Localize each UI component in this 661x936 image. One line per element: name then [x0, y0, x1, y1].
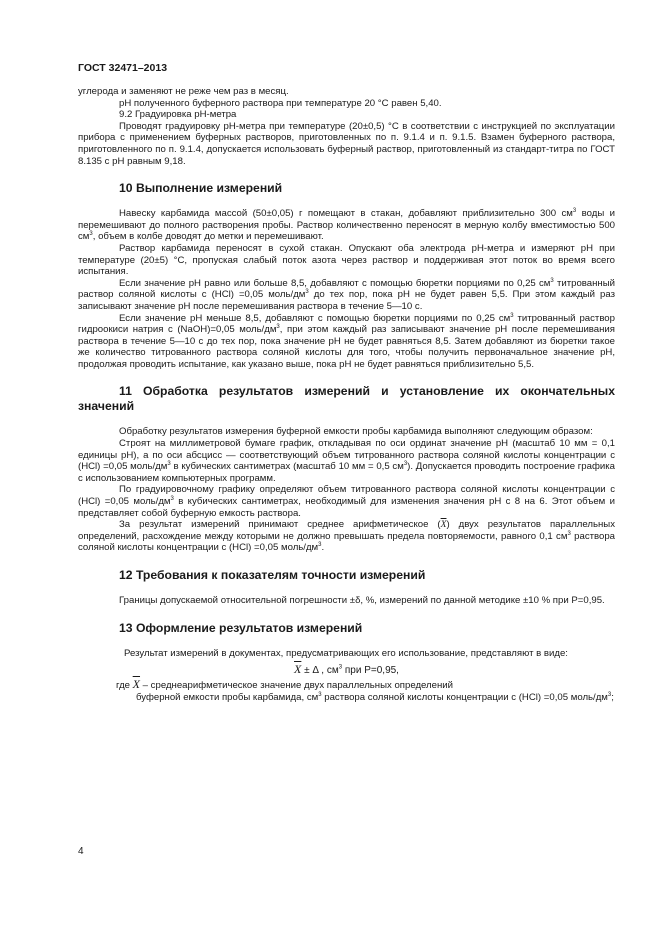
paragraph: pH полученного буферного раствора при температуре 20 °С равен 5,40. [119, 97, 442, 109]
paragraph: За результат измерений принимают среднее арифметическое $(\overline{X})$ двух результатов параллельных определений, расхождение между которыми не должно превышать предела повторяемости, равного 0,1 $см^3$ раствора соляной кислоты концентрации с (HCl) =0,05 моль/$дм^3$. [78, 519, 616, 554]
formula-legend-continued: буферной емкости пробы карбамида, $см^3$ раствора соляной кислоты концентрации с (HCl) =0,05 моль/$дм^3$; [136, 691, 614, 703]
result-formula: $\overline{X} \pm \Delta$ , $см^3$ при P=0,95, [294, 662, 399, 677]
section-title-10: 10 Выполнение измерений [119, 181, 283, 196]
paragraph: Границы допускаемой относительной погрешности ±δ, %, измерений по данной методике ±10 % при P=0,95. [119, 595, 605, 606]
paragraph: Если значение pH равно или больше 8,5, добавляют с помощью бюретки порциями по 0,25 $см^3$ титрованный раствор соляной кислоты c (HCl) =0,05 моль/$дм^3$ до тех пор, пока pH не будет равен 5,5. При этом каждый раз записывают значение pH после перемешивания раствора в течение 5—10 с. [78, 277, 615, 312]
section-title-11: 11 Обработка результатов измерений и установление их окончательных значений [78, 384, 615, 414]
paragraph: Обработку результатов измерения буферной емкости пробы карбамида выполняют следующим образом: [119, 426, 593, 438]
document-page [78, 62, 615, 703]
document-header: ГОСТ 32471–2013 [78, 62, 168, 74]
paragraph: Результат измерений в документах, предусматривающих его использование, представляют в виде: [124, 647, 568, 659]
paragraph: Навеску карбамида массой (50±0,05) г помещают в стакан, добавляют приблизительно 300 $см^3$ воды и перемешивают до полного растворения пробы. Раствор количественно переносят в мерную колбу вместимостью 500 $см^3$, объем в колбе доводят до метки и перемешивают. [78, 207, 616, 243]
paragraph: Строят на миллиметровой бумаге график, откладывая по оси ординат значение pH (масштаб 10 мм = 0,1 единицы pH), а по оси абсцисс — соответствующий объем титрованного раствора соляной кислоты концентрации с (HCl) =0,05 моль/$дм^3$ в кубических сантиметрах (масштаб 10 мм = 0,5 $см^3$). Допускается проводить построение графика с использованием компьютерных программ. [78, 438, 615, 484]
formula-legend: где $\overline{X}$ – среднеарифметическое значение двух параллельных определений [116, 677, 454, 692]
subsection-title: 9.2 Градуировка pH-метра [119, 109, 237, 121]
page-number: 4 [78, 846, 84, 857]
paragraph: Проводят градуировку pH-метра при температуре (20±0,5) °С в соответствии с инструкцией по эксплуатации прибора с применением буферных растворов, приготовленных по п. 9.1.4 и п. 9.1.5. Взамен буферного раствора, приготовленного по п. 9.1.4, допускается использовать буферный раствор, приготовленный из стандарт-титра по ГОСТ 8.135 с pH равным 9,18. [78, 120, 615, 167]
paragraph: Если значение pH меньше 8,5, добавляют с помощью бюретки порциями по 0,25 $см^3$ титрованный раствор гидроокиси натрия с (NaOH)=0,05 моль/$дм^3$, при этом каждый раз записывают значение pH после перемешивания раствора в течение 5—10 с до тех пор, пока значение pH не будет равняться 8,5. Затем добавляют из бюретки такое же количество титрованного раствора соляной кислоты для того, чтобы получить первоначальное значение pH, продолжая проводить испытание, как указано выше, пока pH не будет равняться приблизительно 5,5. [78, 312, 615, 370]
paragraph: Раствор карбамида переносят в сухой стакан. Опускают оба электрода pH-метра и измеряют pH при температуре (20±5) °С, пропуская слабый поток азота через раствор и поддерживая этот поток во время всего испытания. [78, 242, 615, 278]
section-title-13: 13 Оформление результатов измерений [119, 620, 363, 635]
paragraph: По градуировочному графику определяют объем титрованного раствора соляной кислоты концентрации с (HCl) =0,05 моль/$дм^3$ в кубических сантиметрах, необходимый для изменения значения pH с 8 на 6. Этот объем и представляет собой буферную емкость раствора. [78, 484, 615, 519]
section-title-12: 12 Требования к показателям точности измерений [119, 568, 426, 582]
paragraph: углерода и заменяют не реже чем раз в месяц. [78, 86, 289, 97]
